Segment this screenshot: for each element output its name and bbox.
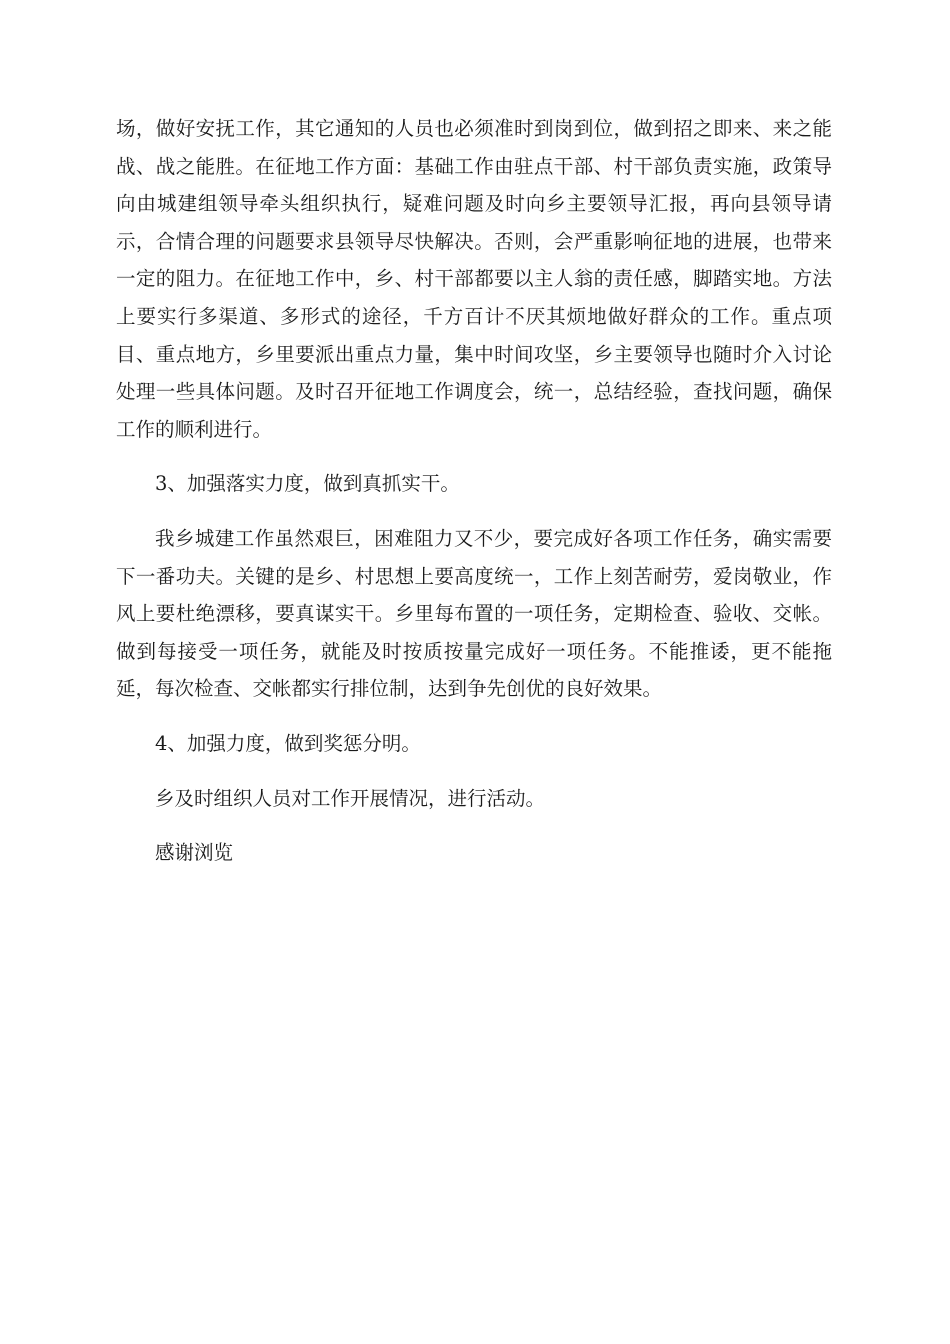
paragraph-body: 我乡城建工作虽然艰巨，困难阻力又不少，要完成好各项工作任务，确实需要下一番功夫。关键的是乡、村思想上要高度统一，工作上刻苦耐劳，爱岗敬业，作风上要杜绝漂移，要真谋实干。乡里每布置的一项任务，定期检查、验收、交帐。做到每接受一项任务，就能及时按质按量完成好一项任务。不能推诿，更不能拖延，每次检查、交帐都实行排位制，达到争先创优的良好效果。: [116, 526, 832, 701]
section-heading-4: 4、加强力度，做到奖惩分明。: [155, 731, 421, 755]
document-page: [116, 110, 832, 872]
closing-text: 感谢浏览: [155, 841, 234, 865]
paragraph-continued: 场，做好安抚工作，其它通知的人员也必须准时到岗到位，做到招之即来、来之能战、战之能胜。在征地工作方面：基础工作由驻点干部、村干部负责实施，政策导向由城建组领导牵头组织执行，疑难问题及时向乡主要领导汇报，再向县领导请示，合情合理的问题要求县领导尽快解决。否则，会严重影响征地的进展，也带来一定的阻力。在征地工作中，乡、村干部都要以主人翁的责任感，脚踏实地。方法上要实行多渠道、多形式的途径，千方百计不厌其烦地做好群众的工作。重点项目、重点地方，乡里要派出重点力量，集中时间攻坚，乡主要领导也随时介入讨论处理一些具体问题。及时召开征地工作调度会，统一，总结经验，查找问题，确保工作的顺利进行。: [116, 117, 832, 441]
paragraph-activity: 乡及时组织人员对工作开展情况，进行活动。: [155, 786, 546, 810]
section-heading-3: 3、加强落实力度，做到真抓实干。: [155, 472, 460, 496]
